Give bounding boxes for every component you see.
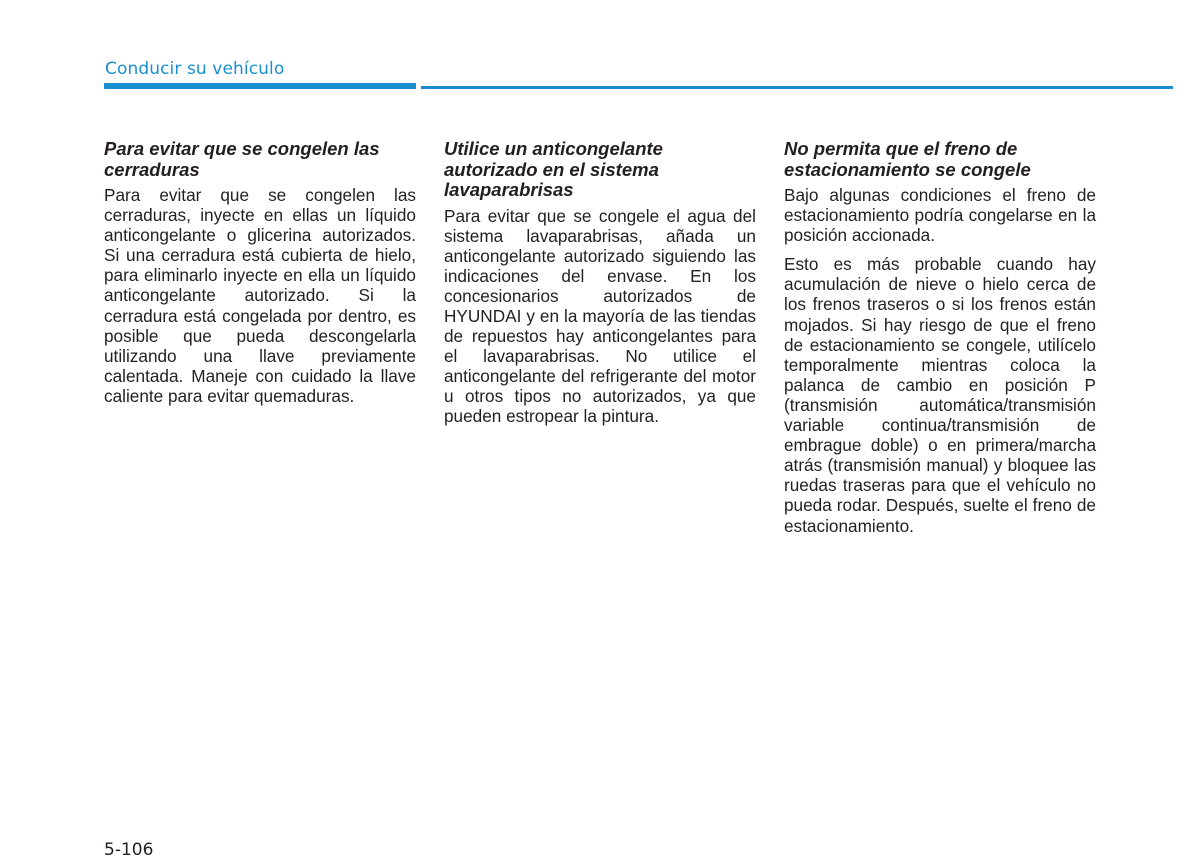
column-heading-washer: Utilice un anticongelante autorizado en el sistema lavaparabrisas <box>444 138 663 200</box>
text-column-parking-brake <box>784 139 1096 536</box>
column-heading-locks: Para evitar que se congelen las cerraduras <box>104 138 380 180</box>
column-paragraph: Para evitar que se congelen las cerraduras, inyecte en ellas un líquido anticongelante o glicerina autorizados. Si una cerradura está cubierta de hielo, para eliminarlo inyecte en ella un líquido anticongelante autorizado. Si la cerradura está congelada por dentro, es posible que pueda descongelarla utilizando una llave previamente calentada. Maneje con cuidado la llave caliente para evitar quemaduras. <box>104 185 416 406</box>
column-paragraph: Para evitar que se congele el agua del sistema lavaparabrisas, añada un anticongelante autorizado siguiendo las indicaciones del envase. En los concesionarios autorizados de HYUNDAI y en la mayoría de las tiendas de repuestos hay anticongelantes para el lavaparabrisas. No utilice el anticongelante del refrigerante del motor u otros tipos no autorizados, ya que pueden estropear la pintura. <box>444 205 756 427</box>
page-number: 5-106 <box>104 840 154 860</box>
text-column-locks <box>104 139 416 406</box>
text-column-washer <box>444 139 756 427</box>
column-paragraph: Esto es más probable cuando hay acumulación de nieve o hielo cerca de los frenos traseros o si los frenos están mojados. Si hay riesgo de que el freno de estacionamiento se congele, utilícelo temporalmente mientras coloca la palanca de cambio en posición P (transmisión automática/transmisión variable continua/transmisión de embrague doble) o en primera/marcha atrás (transmisión manual) y bloquee las ruedas traseras para que el vehículo no pueda rodar. Después, suelte el freno de estacionamiento. <box>784 254 1096 536</box>
section-header-title: Conducir su vehículo <box>105 59 285 79</box>
column-heading-parking-brake: No permita que el freno de estacionamiento se congele <box>784 138 1031 180</box>
header-rule-thick <box>104 83 416 89</box>
header-rule-thin <box>421 86 1173 89</box>
column-paragraph: Bajo algunas condiciones el freno de estacionamiento podría congelarse en la posición accionada. <box>784 185 1096 246</box>
